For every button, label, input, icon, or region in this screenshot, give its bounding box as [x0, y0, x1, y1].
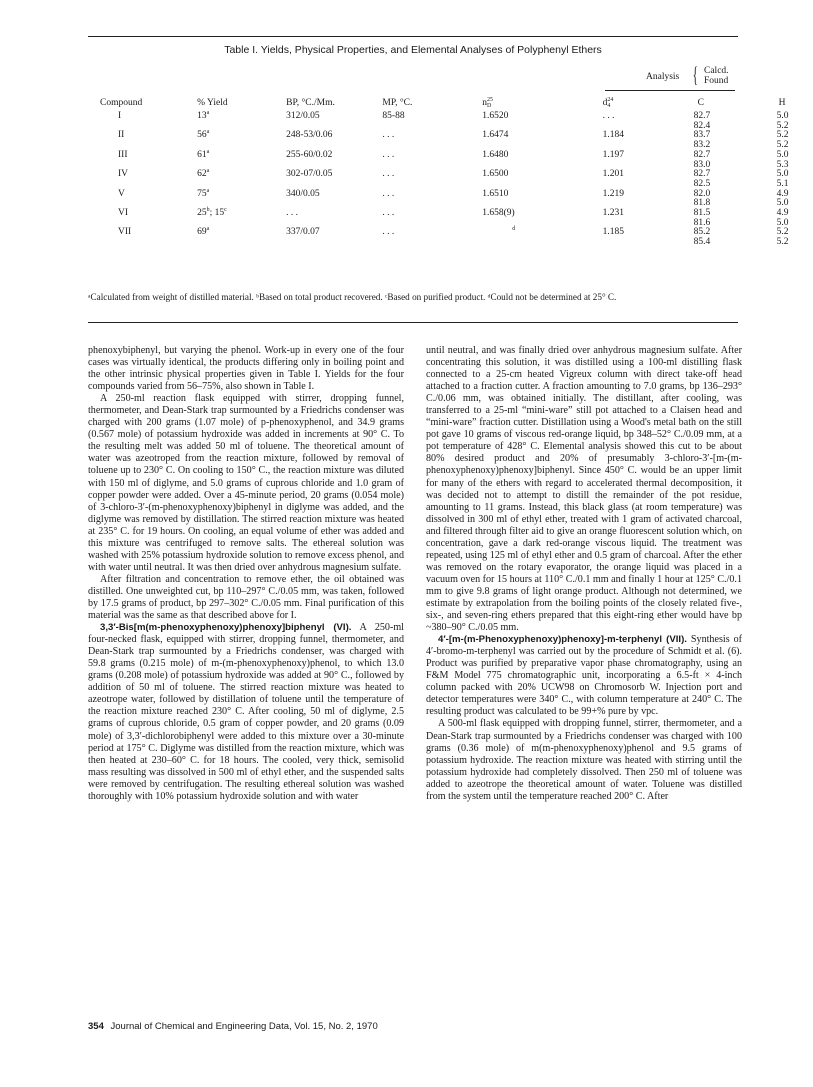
boiling-point: 255-60/0.02: [286, 149, 333, 160]
right-text-column: [426, 345, 742, 803]
empty-cell: [482, 219, 602, 229]
empty-cell: [382, 199, 482, 209]
header-mp: MP, °C.: [382, 98, 413, 108]
empty-cell: [286, 238, 382, 248]
melting-point: . . .: [382, 149, 395, 160]
empty-cell: [100, 199, 197, 209]
header-hydrogen: H: [778, 98, 786, 108]
empty-cell: [100, 219, 197, 229]
carbon-value: 81.6: [693, 217, 711, 228]
melting-point: 85-88: [382, 111, 405, 121]
empty-cell: [197, 161, 286, 171]
hydrogen-value: 4.9: [776, 188, 789, 199]
empty-cell: [100, 141, 197, 151]
empty-cell: [286, 199, 382, 209]
carbon-value: 82.5: [693, 178, 711, 189]
refractive-index: 1.6500: [482, 169, 509, 180]
density: 1.184: [602, 130, 625, 141]
table-bottom-rule: [88, 322, 738, 323]
melting-point: . . .: [382, 169, 395, 180]
properties-table: [100, 94, 813, 248]
section-heading: 4′-[m-(m-Phenoxyphenoxy)phenoxy]-m-terphenyl (VII).: [438, 634, 687, 646]
melting-point: . . .: [382, 227, 395, 238]
paragraph-text: A 250-ml four-necked flask, equipped with stirrer, dropping funnel, thermometer, and Dean-Stark trap surmounted by a Friedrichs condenser, was charged with 59.8 grams (0.215 mole) of m-(m-phenoxyphenoxy)phenol, to which 13.0 grams (0.208 mole) of potassium hydroxide was added at 90° C., followed by addition of 50 ml of toluene. The stirred reaction mixture was heated to azeotrope water, followed by distillation of toluene until the temperature of the reaction mixture reached 230° C. After cooling, 50 ml of diglyme, 2.5 grams of cuprous chloride, 0.5 gram of copper powder, and 20 grams (0.09 mole) of 3,3′-dichlorobiphenyl were added to this mixture over a 30-minute period at 175° C. Diglyme was distilled from the reaction mixture, which was then heated at 230–60° C. for 18 hours. The cooled, very thick, semisolid mass resulting was dissolved in 500 ml of ethyl ether, and the suspended salts were removed by centrifugation. The resulting ethereal solution was washed thoroughly with 10% potassium hydroxide solution and with water: [88, 622, 404, 802]
analysis-label: Analysis: [646, 72, 680, 82]
empty-cell: [100, 180, 197, 190]
hydrogen-value: 5.2: [776, 237, 789, 248]
empty-cell: [382, 180, 482, 190]
refractive-index: 1.6520: [482, 111, 509, 121]
yield-cell: 69$^a$: [197, 226, 210, 238]
header-compound: Compound: [100, 98, 143, 108]
boiling-point: 312/0.05: [286, 111, 320, 121]
paragraph: [426, 345, 742, 634]
paragraph-text: phenoxybiphenyl, but varying the phenol. Work-up in every one of the four cases was virtually identical, the products differing only in boiling point and the other intrinsic physical properties given in Table I. Yields for the four compounds varied from 56–75%, also shown in Table I.: [88, 345, 404, 393]
yield-cell: 75$^a$: [197, 187, 210, 199]
page-footer: [88, 1021, 378, 1032]
empty-cell: [100, 161, 197, 171]
carbon-value: 82.4: [693, 120, 711, 131]
empty-cell: [100, 238, 197, 248]
yield-cell: 62$^a$: [197, 168, 210, 180]
compound-id: II: [118, 130, 125, 141]
paragraph-text: A 500-ml flask equipped with dropping funnel, stirrer, thermometer, and a Dean-Stark trap surmounted by a Friedrichs condenser was charged with 100 grams (0.36 mole) of m(m-phenoxyphenoxy)phenol and 9.5 grams of potassium hydroxide. The reaction mixture was heated with stirring until the potassium hydroxide had completely dissolved. Then 250 ml of toluene was added to azeotrope the theoretical amount of water. Toluene was distilled from the system until the temperature reached 200° C. After: [426, 718, 742, 802]
analysis-found-label: Found: [704, 76, 729, 86]
carbon-value: 82.7: [693, 169, 711, 180]
header-bp: BP, °C./Mm.: [286, 98, 335, 108]
header-carbon: C: [697, 98, 704, 108]
empty-cell: [603, 238, 680, 248]
header-yield: % Yield: [197, 98, 228, 108]
empty-cell: [382, 219, 482, 229]
paragraph: [426, 718, 742, 802]
paragraph-text: After filtration and concentration to remove ether, the oil obtained was distilled. One unweighted cut, bp 110–297° C./0.05 mm, was taken, followed by 17.5 grams of product, bp 297–302° C./0.05 mm. Final purification of this material was the same as that described above for I.: [88, 573, 404, 622]
empty-cell: [197, 122, 286, 132]
density: 1.231: [602, 208, 625, 219]
brace-glyph: {: [692, 62, 698, 87]
compound-id: V: [118, 188, 125, 199]
compound-id: I: [118, 111, 122, 121]
table-footnotes: ᵃCalculated from weight of distilled material. ᵇBased on total product recovered. ᶜBased on purified product. ᵈCould not be determined at 25° C.: [88, 292, 617, 302]
density: 1.197: [602, 149, 625, 160]
boiling-point: 337/0.07: [286, 227, 320, 238]
boiling-point: 302-07/0.05: [286, 169, 333, 180]
boiling-point: 248-53/0.06: [286, 130, 333, 141]
empty-cell: [382, 161, 482, 171]
carbon-value: 81.8: [693, 198, 711, 209]
analysis-calcd-label: Calcd.: [704, 66, 729, 76]
hydrogen-value: 5.2: [776, 140, 789, 151]
yield-cell: 13$^a$: [197, 109, 210, 121]
density: 1.219: [602, 188, 625, 199]
melting-point: . . .: [382, 188, 395, 199]
hydrogen-value: 5.0: [776, 149, 789, 160]
hydrogen-value: 4.9: [776, 208, 789, 219]
refractive-index: d: [512, 226, 516, 233]
empty-cell: [197, 141, 286, 151]
hydrogen-value: 5.3: [776, 159, 789, 170]
carbon-value: 81.5: [693, 208, 711, 219]
carbon-value: 82.7: [693, 111, 711, 121]
paragraph: [88, 574, 404, 622]
refractive-index: 1.6480: [482, 149, 509, 160]
carbon-value: 83.2: [693, 140, 711, 151]
compound-id: IV: [118, 169, 129, 180]
density: 1.201: [602, 169, 625, 180]
yield-cell: 56$^a$: [197, 129, 210, 141]
hydrogen-value: 5.0: [776, 198, 789, 209]
top-rule: [88, 36, 738, 37]
boiling-point: 340/0.05: [286, 188, 320, 199]
carbon-value: 85.4: [693, 237, 711, 248]
paragraph: [88, 345, 404, 393]
paragraph-text: until neutral, and was finally dried over anhydrous magnesium sulfate. After concentrating this solution, it was distilled using a 100-ml distilling flask connected to a 25-cm heated Vigreux column with direct take-off head attached to a fraction cutter. A fraction amounting to 7.0 grams, bp 136–293° C./0.06 mm, was obtained initially. The distillant, after cooling, was transferred to a 25-ml “mini-ware” still pot attached to a Claisen head and “mini-ware” fraction cutter. Distillation using a Wood's metal bath on the still pot gave 10 grams of viscous red-orange liquid, bp 348–52° C./0.09 mm, at a pot temperature of 428° C. Elemental analysis showed this cut to be about 80% desired product and 20% of presumably 3-chloro-3′-[m-(m-phenoxyphenoxy)phenoxy]biphenyl. Since 450° C. would be an upper limit for many of the ethers with regard to accelerated thermal decomposition, it was decided not to attempt to distill the remainder of the pot residue, amounting to 11 grams. Instead, this black glass (at room temperature) was dissolved in 300 ml of ethyl ether, treated with 1 gram of activated charcoal, and filtered through filter aid to give an orange fluorescent solution which, on concentration, gave a dark red-orange viscous liquid. The treatment was repeated, using 125 ml of ethyl ether and 0.5 gram of charcoal. After the ether was removed on the rotary evaporator, the orange liquid was placed in a vacuum oven for 15 hours at 110° C./0.1 mm and finally 1 hour at 125° C./0.1 mm to give 9.8 grams of light orange product. Although not determined, we estimate by extrapolation from the boiling points of the closely related five-, six-, and seven-ring ethers prepared that this eight-ring ether would have bp ~380–90° C./0.05 mm.: [426, 345, 742, 634]
left-text-column: [88, 345, 404, 803]
empty-cell: [482, 238, 602, 248]
analysis-rule: [605, 90, 735, 91]
yield-cell: 61$^a$: [197, 148, 210, 160]
carbon-value: 83.7: [693, 130, 711, 141]
header-density: d24 4: [602, 97, 614, 109]
melting-point: . . .: [382, 208, 395, 219]
hydrogen-value: 5.1: [776, 178, 789, 189]
paragraph-text: Synthesis of 4′-bromo-m-terphenyl was carried out by the procedure of Schmidt et al. (6). Product was purified by preparative vapor phase chromatography, using an F&M Model 775 chromatographic unit, incorporating a 6.5-ft × 4-inch column packed with 20% UCW98 on Chromosorb W. Injection port and detector temperatures were 340° C., with column temperature at 240° C. The resulting product was calculated to be 99+% pure by vpc.: [426, 634, 743, 718]
carbon-value: 82.0: [693, 188, 711, 199]
hydrogen-value: 5.0: [776, 111, 789, 121]
yield-cell: 25$^b$; 15$^c$: [197, 206, 227, 219]
empty-cell: [382, 238, 482, 248]
refractive-index: 1.658(9): [482, 208, 515, 219]
empty-cell: [197, 219, 286, 229]
compound-id: VII: [118, 227, 132, 238]
table-row-found: [100, 238, 813, 248]
paragraph: [426, 634, 742, 718]
compound-id: III: [118, 149, 128, 160]
hydrogen-value: 5.2: [776, 120, 789, 131]
refractive-index: 1.6510: [482, 188, 509, 199]
compound-id: VI: [118, 208, 129, 219]
empty-cell: [100, 122, 197, 132]
carbon-value: 85.2: [693, 227, 711, 238]
paragraph: [88, 622, 404, 803]
paragraph: [88, 393, 404, 574]
hydrogen-value: 5.0: [776, 217, 789, 228]
hydrogen-value: 5.2: [776, 227, 789, 238]
hydrogen-value: 5.2: [776, 130, 789, 141]
density: . . .: [602, 111, 615, 121]
empty-cell: [197, 180, 286, 190]
journal-citation: Journal of Chemical and Engineering Data, Vol. 15, No. 2, 1970: [110, 1021, 378, 1032]
carbon-value: 82.7: [693, 149, 711, 160]
empty-cell: [382, 141, 482, 151]
empty-cell: [197, 238, 286, 248]
page-number: 354: [88, 1021, 104, 1032]
melting-point: . . .: [382, 130, 395, 141]
refractive-index: 1.6474: [482, 130, 509, 141]
section-heading: 3,3′-Bis[m(m-phenoxyphenoxy)phenoxy]biphenyl (VI).: [100, 622, 352, 634]
carbon-value: 83.0: [693, 159, 711, 170]
table-title: Table I. Yields, Physical Properties, and Elemental Analyses of Polyphenyl Ethers: [224, 44, 602, 56]
boiling-point: . . .: [286, 208, 299, 219]
header-refractive-index: n25 D: [482, 97, 493, 109]
hydrogen-value: 5.0: [776, 169, 789, 180]
empty-cell: [382, 122, 482, 132]
paragraph-text: A 250-ml reaction flask equipped with stirrer, dropping funnel, thermometer, and Dean-Stark trap surmounted by a Friedrichs condenser was charged with 200 grams (1.07 mole) of p-phenoxyphenol, and 34.9 grams (0.567 mole) of potassium hydroxide was added in increments at 90° C. To the resulting melt was added 50 ml of toluene. The theoretical amount of water was azeotroped from the reaction mixture, followed by removal of toluene up to 230° C. On cooling to 150° C., the reaction mixture was diluted with 150 ml of diglyme, and 5.0 grams of cuprous chloride and 1.0 gram of copper powder were added. Over a 45-minute period, 20 grams (0.054 mole) of 3-chloro-3′-(m-phenoxyphenoxy)biphenyl in diglyme was added, and the diglyme was removed by distillation. The stirred reaction mixture was heated at 235° C. for 19 hours. On cooling, an equal volume of ether was added and this mixture was centrifuged to remove salts. The ethereal solution was washed with 25% potassium hydroxide solution to remove excess phenol, and with water until neutral. It was then dried over anhydrous magnesium sulfate.: [88, 393, 404, 573]
density: 1.185: [602, 227, 625, 238]
